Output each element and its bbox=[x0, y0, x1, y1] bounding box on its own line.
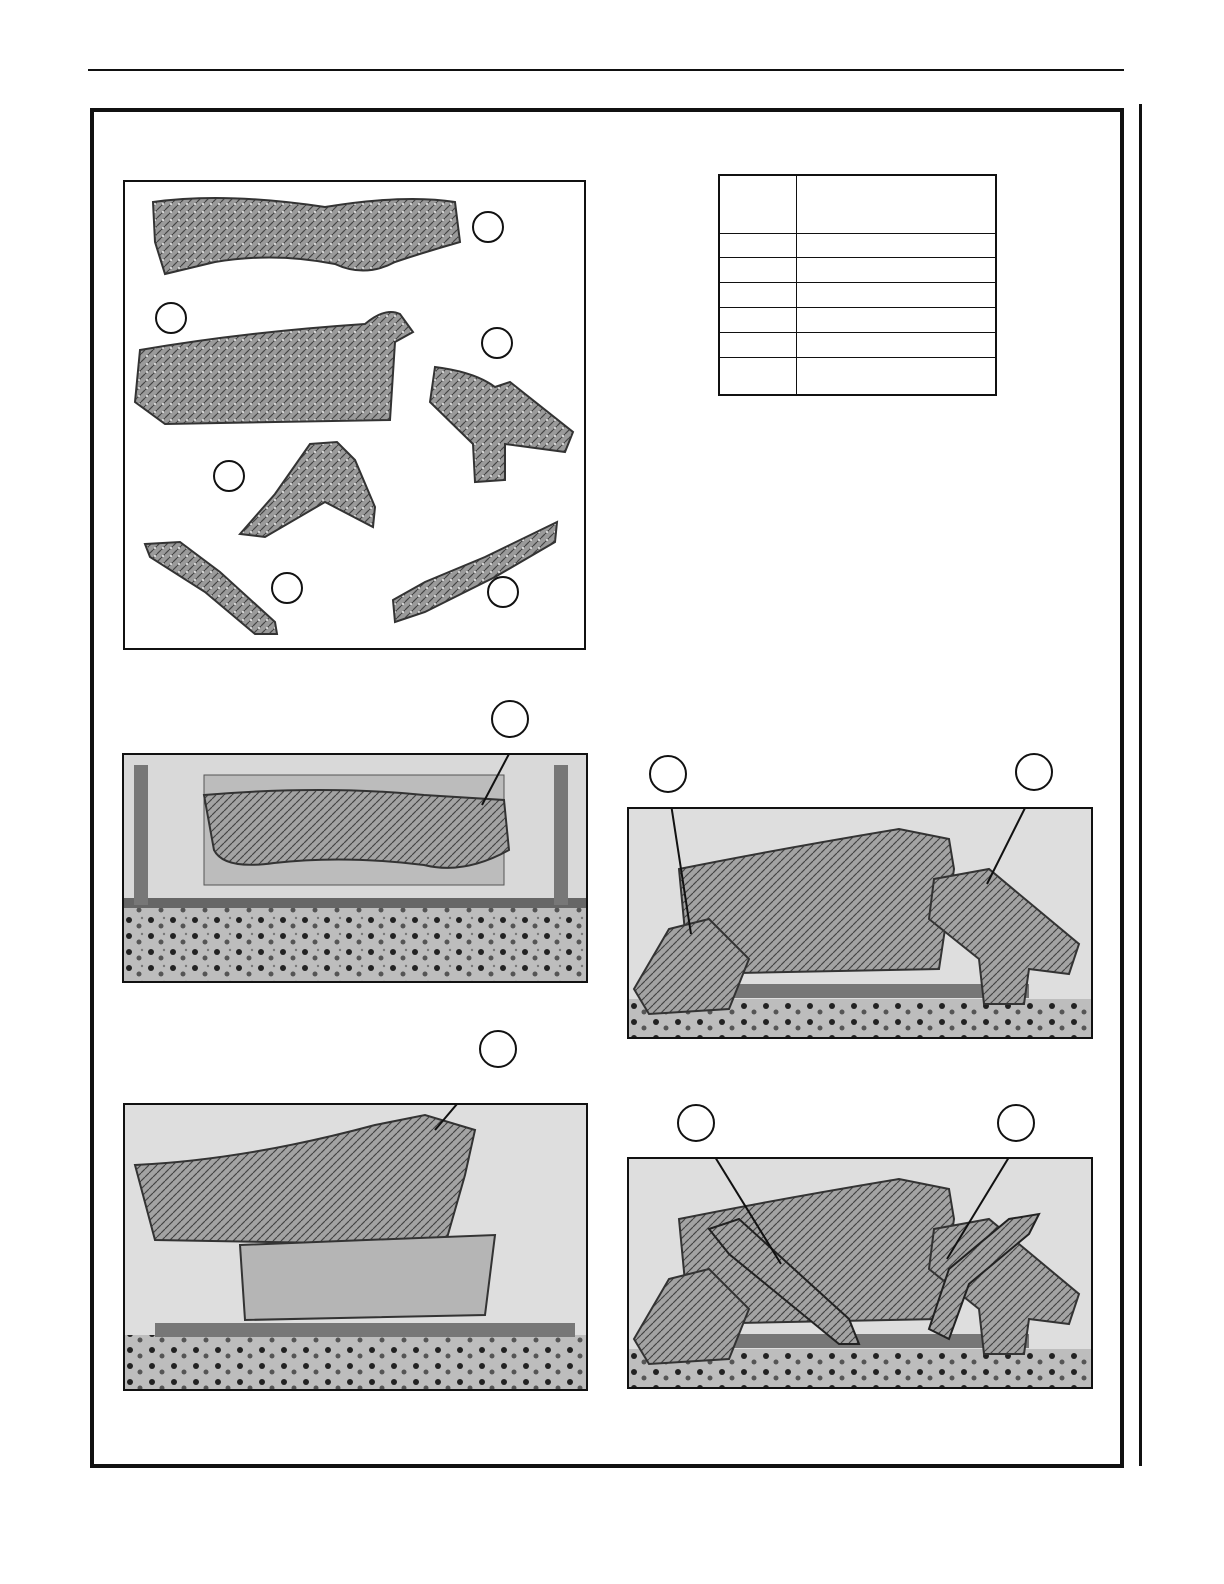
table-cell bbox=[797, 358, 997, 395]
callout-log-5 bbox=[271, 572, 303, 604]
step-branch-logs-photo bbox=[627, 1157, 1093, 1389]
table-row bbox=[719, 233, 996, 258]
parts-table bbox=[718, 174, 997, 396]
step-side-logs-photo bbox=[627, 807, 1093, 1039]
table-cell bbox=[719, 333, 797, 358]
callout-right-branch-log bbox=[997, 1104, 1035, 1142]
step-center-log-photo bbox=[123, 1103, 588, 1391]
callout-log-3 bbox=[481, 327, 513, 359]
front-log-image bbox=[240, 1235, 495, 1320]
table-row bbox=[719, 358, 996, 395]
table-row bbox=[719, 333, 996, 358]
table-cell bbox=[797, 283, 997, 308]
log-4-image bbox=[240, 442, 375, 537]
callout-center-log bbox=[479, 1030, 517, 1068]
fireplace-scene bbox=[629, 1159, 1091, 1387]
table-cell bbox=[719, 308, 797, 333]
table-row bbox=[719, 308, 996, 333]
fireplace-scene bbox=[629, 809, 1091, 1037]
table-cell bbox=[719, 233, 797, 258]
table-cell bbox=[797, 333, 997, 358]
callout-left-branch-log bbox=[677, 1104, 715, 1142]
callout-log-1 bbox=[472, 211, 504, 243]
callout-log-2 bbox=[155, 302, 187, 334]
rear-log-image bbox=[204, 790, 509, 868]
parts-table-header-1 bbox=[719, 175, 797, 233]
callout-right-side-log bbox=[1015, 753, 1053, 791]
step-rear-log-photo bbox=[122, 753, 588, 983]
table-cell bbox=[719, 358, 797, 395]
callout-rear-log bbox=[491, 700, 529, 738]
table-cell bbox=[797, 258, 997, 283]
callout-left-side-log bbox=[649, 755, 687, 793]
fireplace-scene bbox=[124, 755, 586, 981]
header-rule bbox=[88, 69, 1124, 71]
callout-log-6 bbox=[487, 576, 519, 608]
callout-log-4 bbox=[213, 460, 245, 492]
parts-table-header-2 bbox=[797, 175, 997, 233]
parts-table-header-row bbox=[719, 175, 996, 233]
log-3-image bbox=[430, 367, 573, 482]
log-set-overview-figure bbox=[123, 180, 586, 650]
table-cell bbox=[719, 283, 797, 308]
log-5-image bbox=[145, 542, 277, 634]
table-cell bbox=[719, 258, 797, 283]
log-6-image bbox=[393, 522, 557, 622]
log-1-image bbox=[153, 198, 460, 274]
table-row bbox=[719, 258, 996, 283]
fireplace-scene bbox=[125, 1105, 586, 1389]
table-row bbox=[719, 283, 996, 308]
log-set-illustration bbox=[125, 182, 584, 648]
margin-rule bbox=[1139, 104, 1142, 1466]
table-cell bbox=[797, 233, 997, 258]
table-cell bbox=[797, 308, 997, 333]
